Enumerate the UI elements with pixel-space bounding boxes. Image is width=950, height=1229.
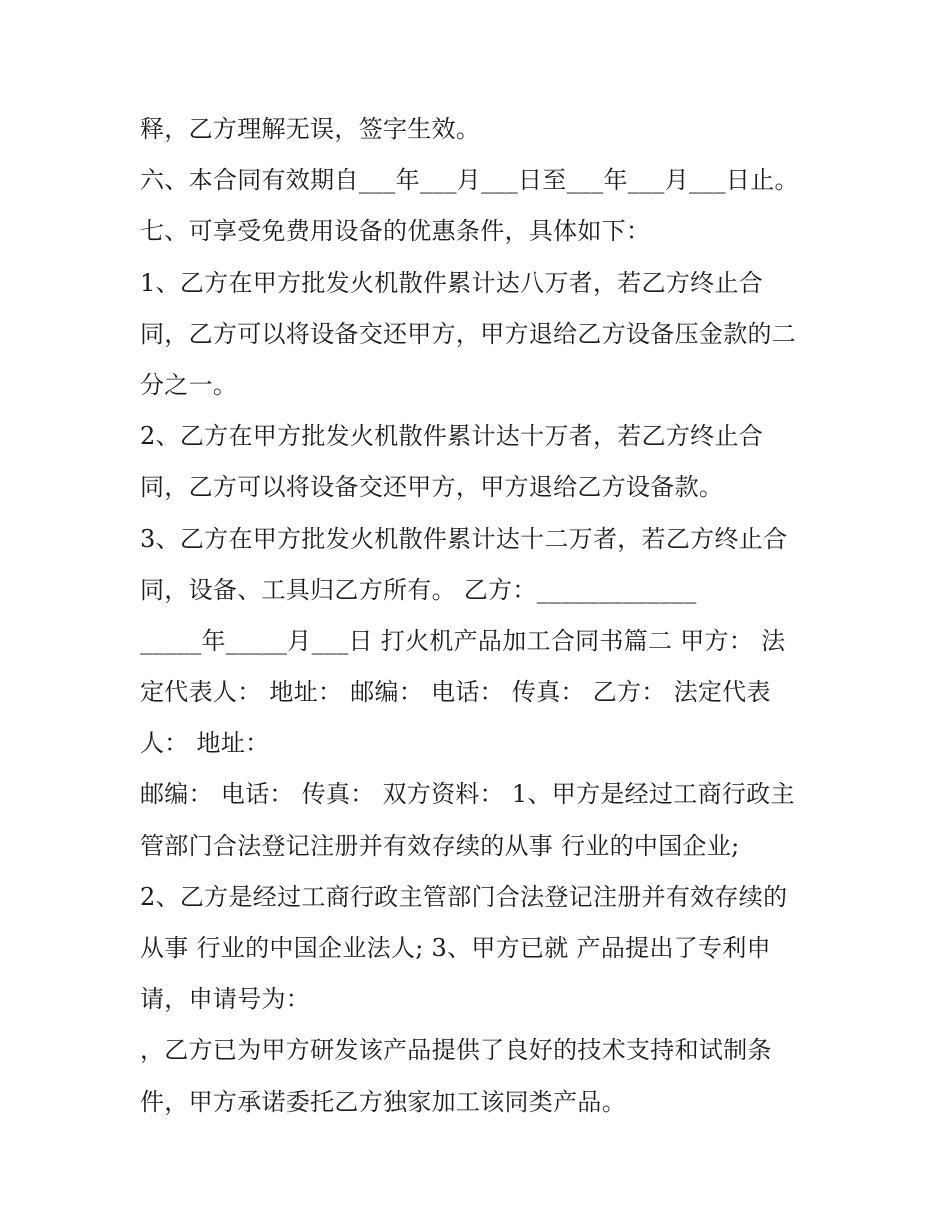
text-line: ，乙方已为甲方研发该产品提供了良好的技术支持和试制条 <box>140 1036 772 1065</box>
text-line: 邮编： 电话： 传真： 双方资料： 1、甲方是经过工商行政主 <box>140 780 795 809</box>
text-line: 同，设备、工具归乙方所有。 乙方：_____________ <box>140 575 697 604</box>
text-line: 同，乙方可以将设备交还甲方，甲方退给乙方设备款。 <box>140 473 724 502</box>
text-line: 请，申请号为： <box>140 985 311 1014</box>
document-body <box>140 104 840 1128</box>
text-line: 件，甲方承诺委托乙方独家加工该同类产品。 <box>140 1087 626 1116</box>
text-line: 人： 地址： <box>140 729 270 758</box>
text-line: 释，乙方理解无误，签字生效。 <box>140 115 481 143</box>
text-line: 管部门合法登记注册并有效存续的从事 行业的中国企业; <box>140 831 740 860</box>
text-line: 分之一。 <box>140 370 238 399</box>
text-line: 七、可享受免费用设备的优惠条件，具体如下： <box>140 217 651 246</box>
text-line: 2、乙方是经过工商行政主管部门合法登记注册并有效存续的 <box>140 882 788 911</box>
text-line: _____年_____月___日 打火机产品加工合同书篇二 甲方： 法 <box>140 626 786 655</box>
text-line: 2、乙方在甲方批发火机散件累计达十万者，若乙方终止合 <box>140 422 764 451</box>
text-line: 同，乙方可以将设备交还甲方，甲方退给乙方设备压金款的二 <box>140 319 797 348</box>
text-line: 1、乙方在甲方批发火机散件累计达八万者，若乙方终止合 <box>140 268 764 297</box>
text-line: 定代表人： 地址： 邮编： 电话： 传真： 乙方： 法定代表 <box>140 678 771 707</box>
text-line: 从事 行业的中国企业法人; 3、甲方已就 产品提出了专利申 <box>140 934 771 962</box>
text-line: 六、本合同有效期自___年___月___日至___年___月___日止。 <box>140 166 799 195</box>
text-line: 3、乙方在甲方批发火机散件累计达十二万者，若乙方终止合 <box>140 524 788 553</box>
